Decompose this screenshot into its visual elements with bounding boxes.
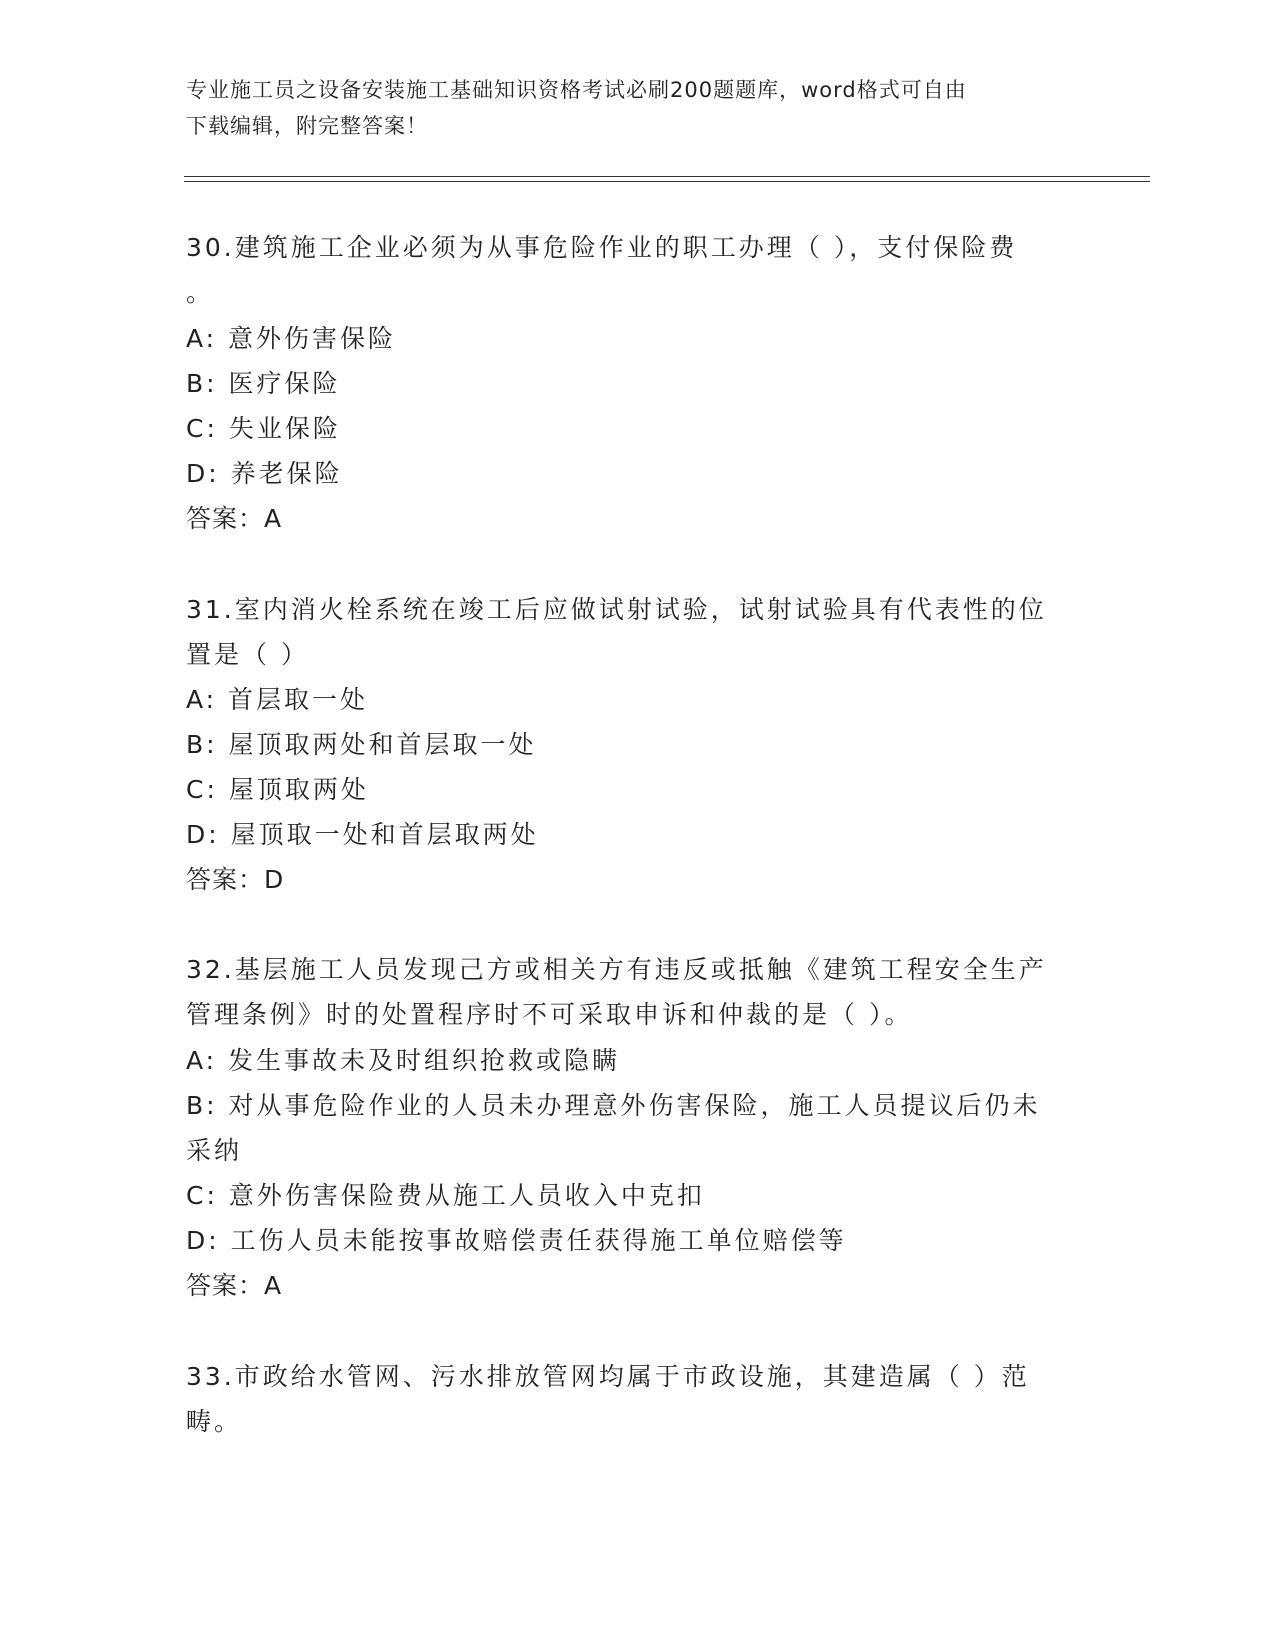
question-30-stem-line-2: 。 (186, 278, 215, 307)
question-31-option-d: D: 屋顶取一处和首层取两处 (186, 820, 539, 849)
question-33-stem-line-1: 33.市政给水管网、污水排放管网均属于市政设施，其建造属（ ）范 (186, 1362, 1030, 1391)
question-30-option-c: C: 失业保险 (186, 414, 341, 443)
question-30-answer: 答案：A (186, 504, 283, 533)
header-line-1: 专业施工员之设备安装施工基础知识资格考试必刷200题题库，word格式可自由 (186, 78, 967, 102)
question-30-option-b: B: 医疗保险 (186, 369, 341, 398)
header-divider-top (184, 176, 1150, 177)
question-32-stem-line-2: 管理条例》时的处置程序时不可采取申诉和仲裁的是（ ）。 (186, 1000, 913, 1029)
document-header (186, 72, 1066, 144)
question-33-stem-line-2: 畴。 (186, 1407, 243, 1436)
question-32-option-b-continued: 采纳 (186, 1136, 243, 1165)
question-31-option-b: B: 屋顶取两处和首层取一处 (186, 730, 537, 759)
question-32-option-b: B: 对从事危险作业的人员未办理意外伤害保险，施工人员提议后仍未 (186, 1091, 1041, 1120)
question-31-option-c: C: 屋顶取两处 (186, 775, 369, 804)
question-32-option-a: A: 发生事故未及时组织抢救或隐瞒 (186, 1046, 621, 1075)
question-32-option-c: C: 意外伤害保险费从施工人员收入中克扣 (186, 1181, 705, 1210)
question-32-stem-line-1: 32.基层施工人员发现己方或相关方有违反或抵触《建筑工程安全生产 (186, 955, 1047, 984)
question-31-stem-line-2: 置是（ ） (186, 640, 309, 669)
question-31-answer: 答案：D (186, 865, 285, 894)
question-30-option-a: A: 意外伤害保险 (186, 324, 397, 353)
header-divider-bottom (184, 181, 1150, 182)
question-31-option-a: A: 首层取一处 (186, 685, 369, 714)
question-32-option-d: D: 工伤人员未能按事故赔偿责任获得施工单位赔偿等 (186, 1226, 847, 1255)
question-30-stem-line-1: 30.建筑施工企业必须为从事危险作业的职工办理（ ），支付保险费 (186, 233, 1018, 262)
question-31-stem-line-1: 31.室内消火栓系统在竣工后应做试射试验，试射试验具有代表性的位 (186, 595, 1047, 624)
header-line-2: 下载编辑，附完整答案！ (186, 114, 428, 138)
question-32-answer: 答案：A (186, 1271, 283, 1300)
question-30-option-d: D: 养老保险 (186, 459, 343, 488)
